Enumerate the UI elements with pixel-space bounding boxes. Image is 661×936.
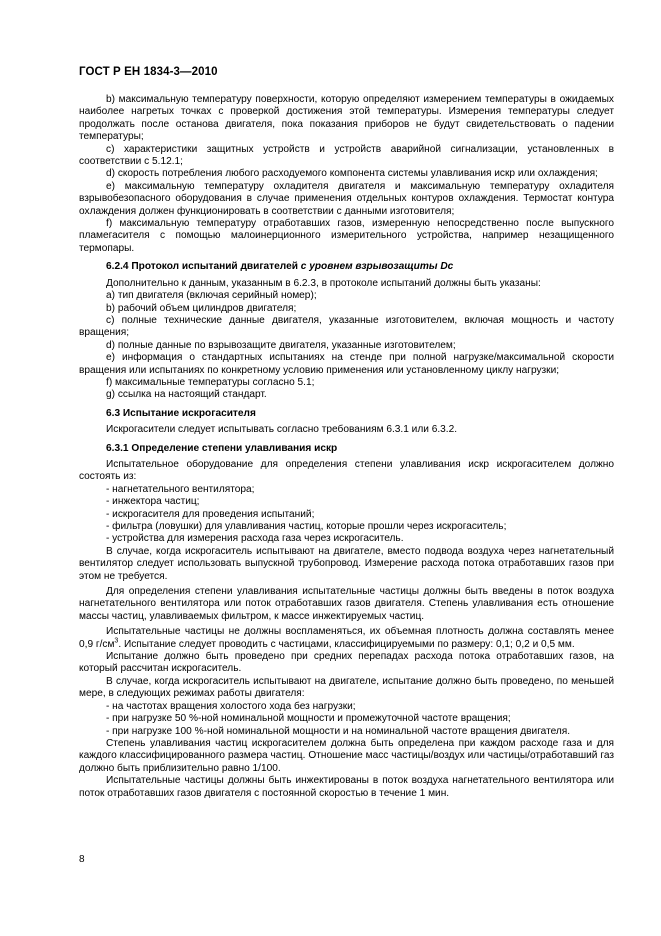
paragraph: Для определения степени улавливания испытательные частицы должны быть введены в поток воздуха нагнетательного вентилятора или поток отработавших газов двигателя. Степень улавливания есть отношение массы частиц, улавливаемых фильтром, к массе инжектируемых частиц. [79, 586, 614, 622]
paragraph: Испытательное оборудование для определения степени улавливания искр искрогасителем должно состоять из: [79, 458, 614, 483]
section-heading-6-2-4 [79, 261, 614, 273]
list-item: b) рабочий объем цилиндров двигателя; [106, 302, 297, 314]
list-item: - нагнетательного вентилятора; [106, 483, 255, 495]
list-item: a) тип двигателя (включая серийный номер); [106, 290, 317, 302]
heading-number: 6.2.4 [106, 261, 129, 273]
paragraph: b) максимальную температуру поверхности, которую определяют измерением температуры в ожидаемых наиболее нагретых точках с проверкой достижения этой температуры. Измерения температуры следует продолжать после останова двигателя, пока показания приборов не будут свидетельствовать о падении температуры; [79, 94, 614, 143]
paragraph: Искрогасители следует испытывать согласно требованиям 6.3.1 или 6.3.2. [106, 424, 458, 436]
list-item: - на частотах вращения холостого хода без нагрузки; [106, 700, 356, 712]
list-item: - фильтра (ловушки) для улавливания частиц, которые прошли через искрогаситель; [106, 521, 507, 532]
list-item: e) информация о стандартных испытаниях на стенде при полной нагрузке/максимальной скорости вращения или испытаниях по конкретному условию применения или установленному циклу нагрузки; [79, 352, 614, 376]
document-header: ГОСТ Р ЕН 1834-3—2010 [79, 66, 218, 78]
paragraph: d) скорость потребления любого расходуемого компонента системы улавливания искр или охлаждения; [106, 168, 598, 180]
list-item: - инжектора частиц; [106, 496, 200, 508]
paragraph: Испытательные частицы должны быть инжектированы в поток воздуха нагнетательного вентилятора или поток отработавших газов двигателя с постоянной скоростью в течение 1 мин. [79, 775, 614, 799]
section-heading-6-3: 6.3 Испытание искрогасителя [106, 407, 256, 419]
paragraph: Дополнительно к данным, указанным в 6.2.3, в протоколе испытаний должны быть указаны: [106, 277, 541, 289]
paragraph: e) максимальную температуру охладителя двигателя и максимальную температуру охладителя взрывобезопасного оборудования в случае применения отдельных контуров охлаждения. Термостат контура охлаждения должен функционировать в соответствии с данными изготовителя; [79, 180, 614, 217]
list-item: d) полные данные по взрывозащите двигателя, указанные изготовителем; [106, 339, 456, 351]
paragraph: c) характеристики защитных устройств и устройств аварийной сигнализации, установленных в соответствии с 5.12.1; [79, 143, 614, 168]
paragraph: В случае, когда искрогаситель испытывают на двигателе, вместо подвода воздуха через нагнетательный вентилятор следует использовать выпускной трубопровод. Измерение расхода потока отработавших газов при этом не требуется. [79, 545, 614, 582]
list-item: - при нагрузке 100 %-ной номинальной мощности и на номинальной частоте вращения двигателя. [106, 725, 571, 737]
density-text-b: . Испытание следует проводить с частицами, классифицируемыми по размеру: 0,1; 0,2 и 0,5 мм. [118, 638, 575, 650]
paragraph: В случае, когда искрогаситель испытывают на двигателе, испытание должно быть проведено, по меньшей мере, в следующих режимах работы двигателя: [79, 675, 614, 700]
heading-text: Протокол испытаний двигателей [131, 261, 298, 273]
paragraph-density [79, 626, 614, 651]
density-text-a: Испытательные частицы не должны воспламеняться, их объемная плотность должна составлять менее 0,9 г/см [79, 626, 614, 650]
list-item: c) полные технические данные двигателя, указанные изготовителем, включая мощность и частоту вращения; [79, 314, 614, 339]
paragraph: Испытание должно быть проведено при средних перепадах расхода потока отработавших газов, на который рассчитан искрогаситель. [79, 651, 614, 675]
heading-italic: с уровнем взрывозащиты Dc [300, 261, 454, 273]
paragraph: f) максимальную температуру отработавших газов, измеренную непосредственно после выпускного пламегасителя с помощью малоинерционного измерительного устройства, например незащищенного термопары. [79, 218, 614, 254]
list-item: - устройства для измерения расхода газа через искрогаситель. [106, 533, 404, 545]
list-item: - при нагрузке 50 %-ной номинальной мощности и промежуточной частоте вращения; [106, 713, 511, 725]
page-number: 8 [79, 854, 85, 865]
list-item: f) максимальные температуры согласно 5.1; [106, 376, 315, 388]
density-superscript: 3 [114, 637, 119, 645]
paragraph: Степень улавливания частиц искрогасителем должна быть определена при каждом расходе газа и для каждого классифицированного размера частиц. Отношение масс частицы/воздух или частицы/отработавший газ должно быть приблизительно равно 1/100. [79, 737, 614, 774]
list-item: g) ссылка на настоящий стандарт. [106, 389, 267, 401]
section-heading-6-3-1: 6.3.1 Определение степени улавливания искр [106, 442, 338, 454]
document-body [79, 94, 614, 800]
list-item: - искрогасителя для проведения испытаний; [106, 508, 315, 520]
